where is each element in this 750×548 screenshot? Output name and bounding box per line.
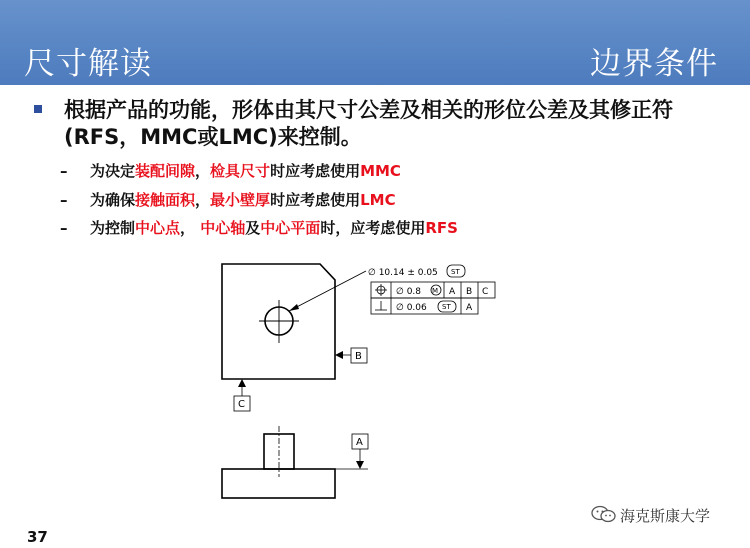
fcf-row1-datum-c: C (482, 287, 489, 297)
highlighted-term: 中心轴 (200, 219, 246, 237)
fcf-row2-datum-a: A (466, 303, 473, 313)
sub-point-text: 时，应考虑使用 (320, 219, 426, 237)
sub-point-text: 时应考虑使用 (270, 162, 361, 180)
highlighted-term: MMC (360, 162, 401, 180)
datum-c-triangle (238, 379, 246, 387)
fcf-row1-datum-b: B (466, 287, 473, 297)
slide-subtitle: 边界条件 (590, 46, 718, 82)
fcf-row1-tolerance: ∅ 0.8 (396, 287, 422, 297)
part-plate-outline (222, 264, 335, 379)
fcf-row2-st-label: ST (442, 303, 451, 311)
highlighted-term: 最小壁厚 (210, 191, 271, 209)
slide-title: 尺寸解读 (24, 46, 152, 82)
perpendicularity-icon (375, 301, 387, 310)
datum-a-label: A (356, 437, 363, 448)
sub-point-text: ， (180, 219, 201, 237)
size-st-label: ST (451, 268, 460, 276)
main-point: 根据产品的功能，形体由其尺寸公差及相关的形位公差及其修正符(RFS，MMC或LMC)来控制。 (64, 98, 673, 149)
sub-point-dash: – (60, 219, 68, 237)
size-callout: ∅ 10.14 ± 0.05 (368, 268, 438, 278)
highlighted-term: LMC (360, 191, 396, 209)
page-number: 37 (27, 528, 48, 546)
position-icon (375, 284, 387, 296)
highlighted-term: 接触面积 (135, 191, 196, 209)
wechat-icon (590, 505, 618, 523)
side-view-base (222, 469, 335, 498)
highlighted-term: 检具尺寸 (210, 162, 271, 180)
leader-arrowhead (289, 304, 299, 311)
datum-c-label: C (238, 399, 245, 410)
highlighted-term: 中心点 (135, 219, 181, 237)
sub-point-text: 为确保 (90, 191, 136, 209)
watermark-text: 海克斯康大学 (620, 507, 711, 525)
datum-a-triangle (356, 461, 364, 469)
datum-b-label: B (355, 351, 362, 362)
sub-point-text: 及 (245, 219, 261, 237)
sub-point-dash: – (60, 191, 68, 209)
sub-point-text: ， (195, 191, 211, 209)
sub-point-dash: – (60, 162, 68, 180)
highlighted-term: 装配间隙 (135, 162, 196, 180)
mmc-modifier-label: M (432, 287, 439, 295)
fcf-row2-tolerance: ∅ 0.06 (396, 303, 427, 313)
highlighted-term: RFS (425, 219, 458, 237)
sub-point-text: 为控制 (90, 219, 136, 237)
datum-b-triangle (335, 351, 343, 359)
callout-leader (289, 271, 366, 311)
sub-point-text: 时应考虑使用 (270, 191, 361, 209)
fcf-row1-datum-a: A (449, 287, 456, 297)
highlighted-term: 中心平面 (260, 219, 321, 237)
sub-point-text: ， (195, 162, 211, 180)
sub-point-text: 为决定 (90, 162, 136, 180)
